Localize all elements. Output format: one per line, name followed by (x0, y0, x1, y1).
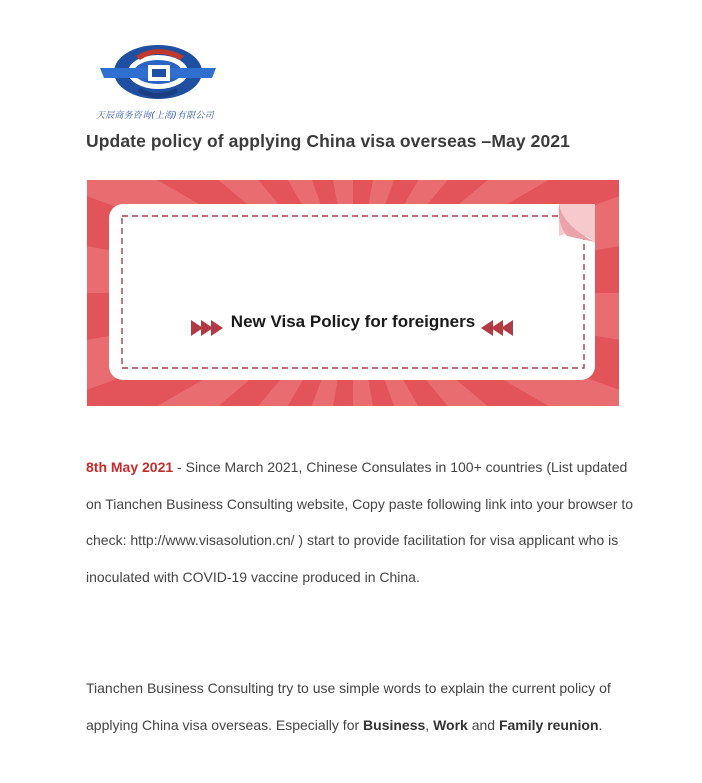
keyword-family-reunion: Family reunion (498, 716, 599, 733)
page-title: Update policy of applying China visa overseas –May 2021 (86, 131, 571, 151)
banner-heading: New Visa Policy for foreigners (230, 312, 476, 331)
paragraph-text: Tianchen Business Consulting try to use simple words to explain the current policy of applying China visa overseas. Especially for (86, 680, 611, 733)
conjunction: and (467, 716, 499, 733)
period: . (598, 716, 603, 733)
keyword-business: Business (363, 716, 426, 733)
paragraph-text: - Since March 2021, Chinese Consulates in 100+ countries (List updated on Tianchen Business Consulting website, Copy paste following link into your browser to check: http://www.visasolution.cn/ ) start to provide facilitation for visa applicant who is inoculated with COVID-19 vaccine produced in China. (86, 459, 634, 585)
separator: , (425, 716, 434, 733)
logo-mark-icon (96, 38, 220, 110)
paragraph-intro (86, 670, 646, 743)
keyword-work: Work (433, 716, 468, 733)
logo-caption: 天辰商务咨询(上海)有限公司 (96, 111, 214, 121)
banner-graphic (87, 180, 619, 406)
date-label: 8th May 2021 (86, 459, 174, 475)
company-logo (96, 38, 220, 122)
policy-banner (87, 180, 619, 406)
paragraph-facilitation (86, 449, 646, 595)
